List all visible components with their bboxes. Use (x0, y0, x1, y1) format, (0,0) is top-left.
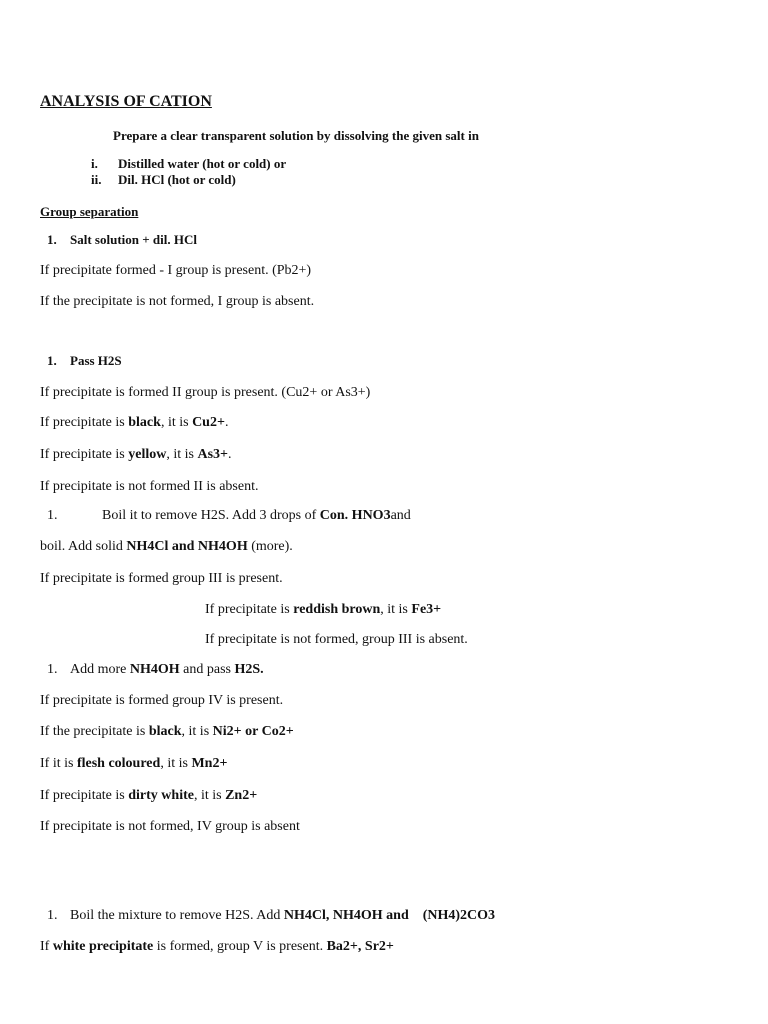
step-text: Pass H2S (70, 353, 122, 368)
text-span: is formed, group V is present. (153, 939, 327, 954)
group3-continuation (40, 540, 293, 554)
step-4 (47, 663, 264, 677)
group2-black-text (40, 416, 228, 430)
group4-present-text: If precipitate is formed group IV is present. (40, 693, 284, 708)
color-word: white precipitate (52, 939, 154, 954)
step-2 (47, 354, 122, 367)
group5-white-text (40, 940, 394, 954)
text-span: , it is (166, 447, 198, 462)
group4-absent-text: If precipitate is not formed, IV group is absent (40, 819, 300, 834)
step-text: Salt solution + dil. HCl (70, 232, 197, 247)
reagent-label: (NH4)2CO3 (422, 908, 496, 923)
text-span: Boil it to remove H2S. Add 3 drops of (102, 508, 320, 523)
group4-dirty-text (40, 789, 257, 803)
color-word: flesh coloured (76, 756, 161, 771)
step-3 (47, 509, 411, 523)
ion-label: Mn2+ (191, 756, 228, 771)
text-span: If (40, 939, 53, 954)
text-span: If the precipitate is (40, 724, 149, 739)
text-span: , it is (181, 724, 213, 739)
solvent-item-1 (91, 157, 286, 170)
text-span: . (228, 447, 232, 462)
group2-present-text: If precipitate is formed II group is present. (Cu2+ or As3+) (40, 385, 371, 400)
reagent-label: H2S. (234, 662, 264, 677)
list-marker: 1. (47, 232, 57, 247)
text-span: and pass (179, 662, 235, 677)
color-word: dirty white (128, 788, 194, 803)
solvent-text: Distilled water (hot or cold) or (118, 156, 287, 171)
step-1 (47, 233, 197, 246)
text-span: , it is (380, 602, 412, 617)
solvent-text: Dil. HCl (hot or cold) (118, 172, 236, 187)
group4-black-text (40, 725, 294, 739)
list-marker: 1. (47, 908, 58, 923)
group2-absent-text: If precipitate is not formed II is absent. (40, 479, 259, 494)
text-span: If precipitate is (40, 447, 129, 462)
text-span: , it is (160, 756, 192, 771)
text-span: If precipitate is (205, 602, 294, 617)
intro-text: Prepare a clear transparent solution by dissolving the given salt in (113, 128, 479, 143)
text-span: (more). (247, 539, 293, 554)
list-marker: 1. (47, 353, 57, 368)
text-span: Add more (70, 662, 130, 677)
group3-absent-text: If precipitate is not formed, group III is absent. (205, 632, 468, 647)
reagent-label: NH4Cl and NH4OH (126, 539, 248, 554)
text-span: If it is (40, 756, 77, 771)
step-5 (47, 909, 495, 923)
reagent-label: NH4OH (129, 662, 180, 677)
text-span: and (390, 508, 411, 523)
list-marker: 1. (47, 662, 58, 677)
group1-present-text: If precipitate formed - I group is present. (Pb2+) (40, 263, 312, 278)
list-marker: i. (91, 156, 98, 171)
group3-present-text: If precipitate is formed group III is present. (40, 571, 283, 586)
reagent-label: Con. HNO3 (319, 508, 391, 523)
ion-label: Cu2+ (192, 415, 225, 430)
ion-label: Fe3+ (411, 602, 442, 617)
section-heading: Group separation (40, 204, 139, 219)
group1-absent-text: If the precipitate is not formed, I group is absent. (40, 294, 315, 309)
ion-label: As3+ (197, 447, 229, 462)
color-word: yellow (128, 447, 167, 462)
ion-label: Ba2+, Sr2+ (326, 939, 394, 954)
text-span: boil. Add solid (40, 539, 127, 554)
color-word: reddish brown (293, 602, 381, 617)
text-span: , it is (160, 415, 193, 430)
group2-yellow-text (40, 448, 232, 462)
text-span: . (224, 415, 229, 430)
list-marker: 1. (47, 508, 58, 523)
group3-reddish-text (205, 603, 441, 617)
reagent-label: NH4Cl, NH4OH and (283, 908, 409, 923)
text-span: Boil the mixture to remove H2S. Add (70, 908, 284, 923)
color-word: black (128, 415, 161, 430)
text-span: If precipitate is (40, 415, 129, 430)
page-title: ANALYSIS OF CATION (40, 93, 212, 110)
group4-flesh-text (40, 757, 227, 771)
solvent-item-2 (91, 173, 236, 186)
ion-label: Zn2+ (225, 788, 258, 803)
text-span: , it is (193, 788, 226, 803)
ion-label: Ni2+ or Co2+ (212, 724, 294, 739)
list-marker: ii. (91, 172, 102, 187)
text-span: If precipitate is (40, 788, 129, 803)
color-word: black (148, 724, 182, 739)
